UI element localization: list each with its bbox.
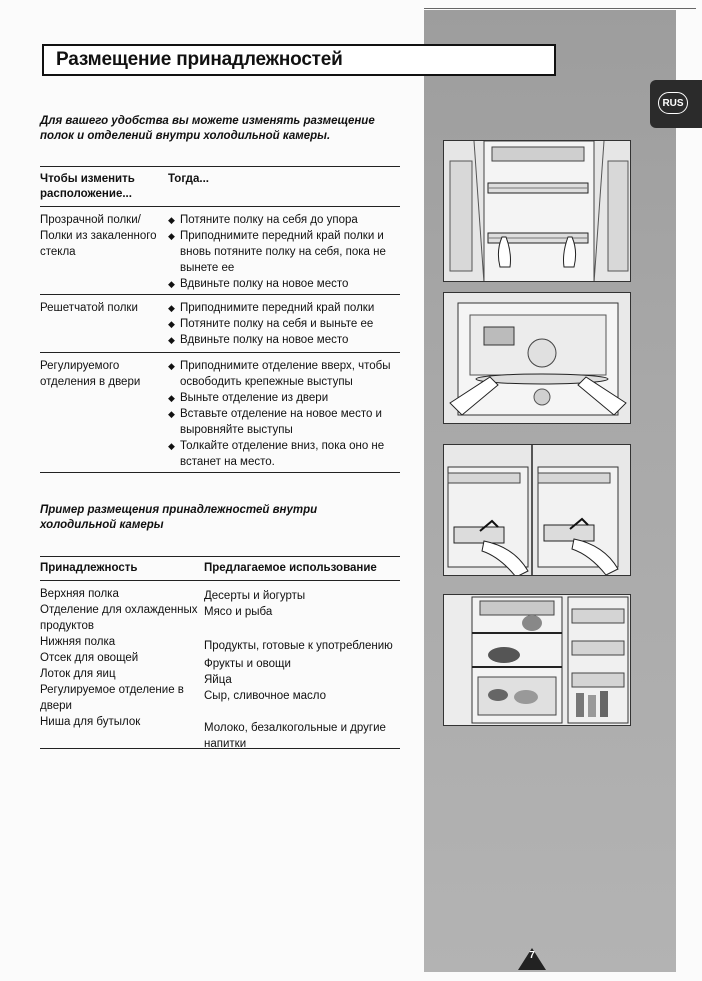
diamond-bullet-icon: ◆ [168, 441, 175, 451]
intro-text: Для вашего удобства вы можете изменять размещение полок и отделений внутри холодильной камеры. [40, 115, 375, 142]
table2-item: Нижняя полка [40, 636, 116, 648]
page-number: 7 [529, 950, 535, 961]
figure-fridge-layout [443, 594, 631, 726]
figure-glass-shelves [443, 140, 631, 282]
diamond-bullet-icon: ◆ [168, 393, 175, 403]
top-rule [424, 8, 696, 9]
table1-row-rule [40, 352, 400, 353]
table2-header-rule [40, 580, 400, 581]
table1-header-rule [40, 206, 400, 207]
section-title-box [42, 44, 556, 76]
action-text: Потяните полку на себя до упора [180, 214, 358, 226]
table1-bottom-rule [40, 472, 400, 473]
table2-item: Ниша для бутылок [40, 716, 141, 728]
table2-item: Регулируемое отделение в двери [40, 684, 184, 712]
diamond-bullet-icon: ◆ [168, 335, 175, 345]
table1-row1-actions [168, 212, 398, 292]
diamond-bullet-icon: ◆ [168, 279, 175, 289]
table1-row2-item: Решетчатой полки [40, 302, 138, 314]
table1-row-rule [40, 294, 400, 295]
diamond-bullet-icon: ◆ [168, 303, 175, 313]
action-text: Потяните полку на себя и выньте ее [180, 318, 374, 330]
diamond-bullet-icon: ◆ [168, 361, 175, 371]
table1-top-rule [40, 166, 400, 167]
diamond-bullet-icon: ◆ [168, 319, 175, 329]
page-title: Размещение принадлежностей [56, 49, 343, 70]
action-text: Вдвиньте полку на новое место [180, 334, 349, 346]
table2-use: Продукты, готовые к употреблению [204, 640, 393, 652]
action-text: Приподнимите передний край полки [180, 302, 375, 314]
figure-door-compartment [443, 444, 631, 576]
table2-col1 [40, 586, 200, 746]
table2-use: Десерты и йогурты [204, 590, 306, 602]
diamond-bullet-icon: ◆ [168, 231, 175, 241]
table2-use: Фрукты и овощи [204, 658, 291, 670]
diamond-bullet-icon: ◆ [168, 409, 175, 419]
action-text: Вдвиньте полку на новое место [180, 278, 349, 290]
table2-header-col2: Предлагаемое использование [204, 562, 377, 574]
table1-row3-item: Регулируемого отделения в двери [40, 360, 141, 388]
table2-bottom-rule [40, 748, 400, 749]
table2-col2 [204, 588, 400, 752]
table2-use: Яйца [204, 674, 232, 686]
table2-top-rule [40, 556, 400, 557]
language-badge: RUS [658, 92, 688, 114]
table1-header-col2: Тогда... [168, 173, 209, 185]
table1-row1-item: Прозрачной полки/ Полки из закаленного стекла [40, 214, 157, 258]
action-text: Вставьте отделение на новое место и выровняйте выступы [180, 408, 382, 436]
action-text: Выньте отделение из двери [180, 392, 329, 404]
table2-use: Мясо и рыба [204, 606, 273, 618]
table2-item: Верхняя полка [40, 588, 119, 600]
table1-row2-actions [168, 300, 398, 348]
table1-header-col1: Чтобы изменить расположение... [40, 173, 135, 200]
action-text: Толкайте отделение вниз, пока оно не встанет на место. [180, 440, 385, 468]
table2-use: Сыр, сливочное масло [204, 690, 326, 702]
example-title: Пример размещения принадлежностей внутри холодильной камеры [40, 504, 318, 531]
table2-item: Отделение для охлажденных продуктов [40, 604, 198, 632]
figure-wire-shelf [443, 292, 631, 424]
table1-row3-actions [168, 358, 398, 470]
diamond-bullet-icon: ◆ [168, 215, 175, 225]
action-text: Приподнимите отделение вверх, чтобы освободить крепежные выступы [180, 360, 391, 388]
table2-use: Молоко, безалкогольные и другие напитки [204, 722, 386, 750]
table2-item: Отсек для овощей [40, 652, 139, 664]
table2-header-col1: Принадлежность [40, 562, 138, 574]
action-text: Приподнимите передний край полки и вновь потяните полку на себя, пока не вынете ее [180, 230, 386, 274]
table2-item: Лоток для яиц [40, 668, 116, 680]
